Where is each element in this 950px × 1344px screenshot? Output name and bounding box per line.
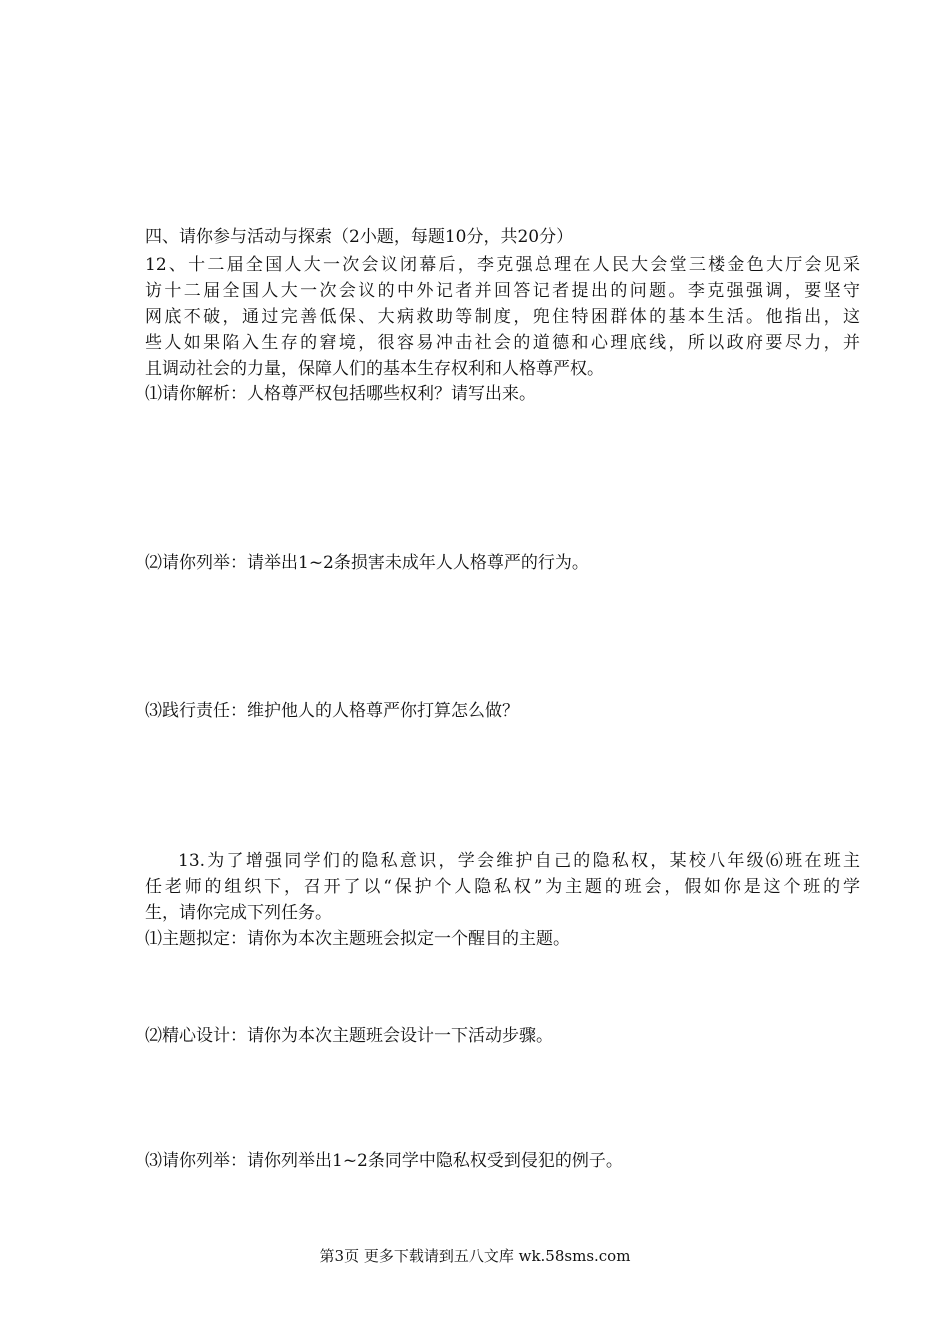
section-heading: 四、请你参与活动与探索（2小题，每题10分，共20分） [145, 227, 574, 247]
page-footer: 第3页 更多下载请到五八文库 wk.58sms.com [319, 1247, 631, 1265]
q13-text-line: 13.为了增强同学们的隐私意识，学会维护自己的隐私权，某校八年级⑹班在班主 [178, 851, 860, 871]
q12-text-line: 且调动社会的力量，保障人们的基本生存权利和人格尊严权。 [145, 359, 604, 379]
q12-sub-question-1: ⑴请你解析：人格尊严权包括哪些权利？请写出来。 [145, 384, 536, 404]
q13-text-line: 任老师的组织下，召开了以“保护个人隐私权”为主题的班会，假如你是这个班的学 [145, 877, 860, 897]
q12-text-line: 网底不破，通过完善低保、大病救助等制度，兜住特困群体的基本生活。他指出，这 [145, 307, 860, 327]
q13-sub-question-3: ⑶请你列举：请你列举出1~2条同学中隐私权受到侵犯的例子。 [145, 1151, 623, 1171]
q13-text-line: 生，请你完成下列任务。 [145, 903, 332, 923]
q12-text-line: 12、十二届全国人大一次会议闭幕后，李克强总理在人民大会堂三楼金色大厅会见采 [145, 255, 860, 275]
q13-sub-question-1: ⑴主题拟定：请你为本次主题班会拟定一个醒目的主题。 [145, 929, 570, 949]
q12-sub-question-2: ⑵请你列举：请举出1~2条损害未成年人人格尊严的行为。 [145, 553, 589, 573]
q12-sub-question-3: ⑶践行责任：维护他人的人格尊严你打算怎么做？ [145, 701, 519, 721]
q12-text-line: 访十二届全国人大一次会议的中外记者并回答记者提出的问题。李克强强调，要坚守 [145, 281, 860, 301]
q13-sub-question-2: ⑵精心设计：请你为本次主题班会设计一下活动步骤。 [145, 1026, 553, 1046]
q12-text-line: 些人如果陷入生存的窘境，很容易冲击社会的道德和心理底线，所以政府要尽力，并 [145, 333, 860, 353]
